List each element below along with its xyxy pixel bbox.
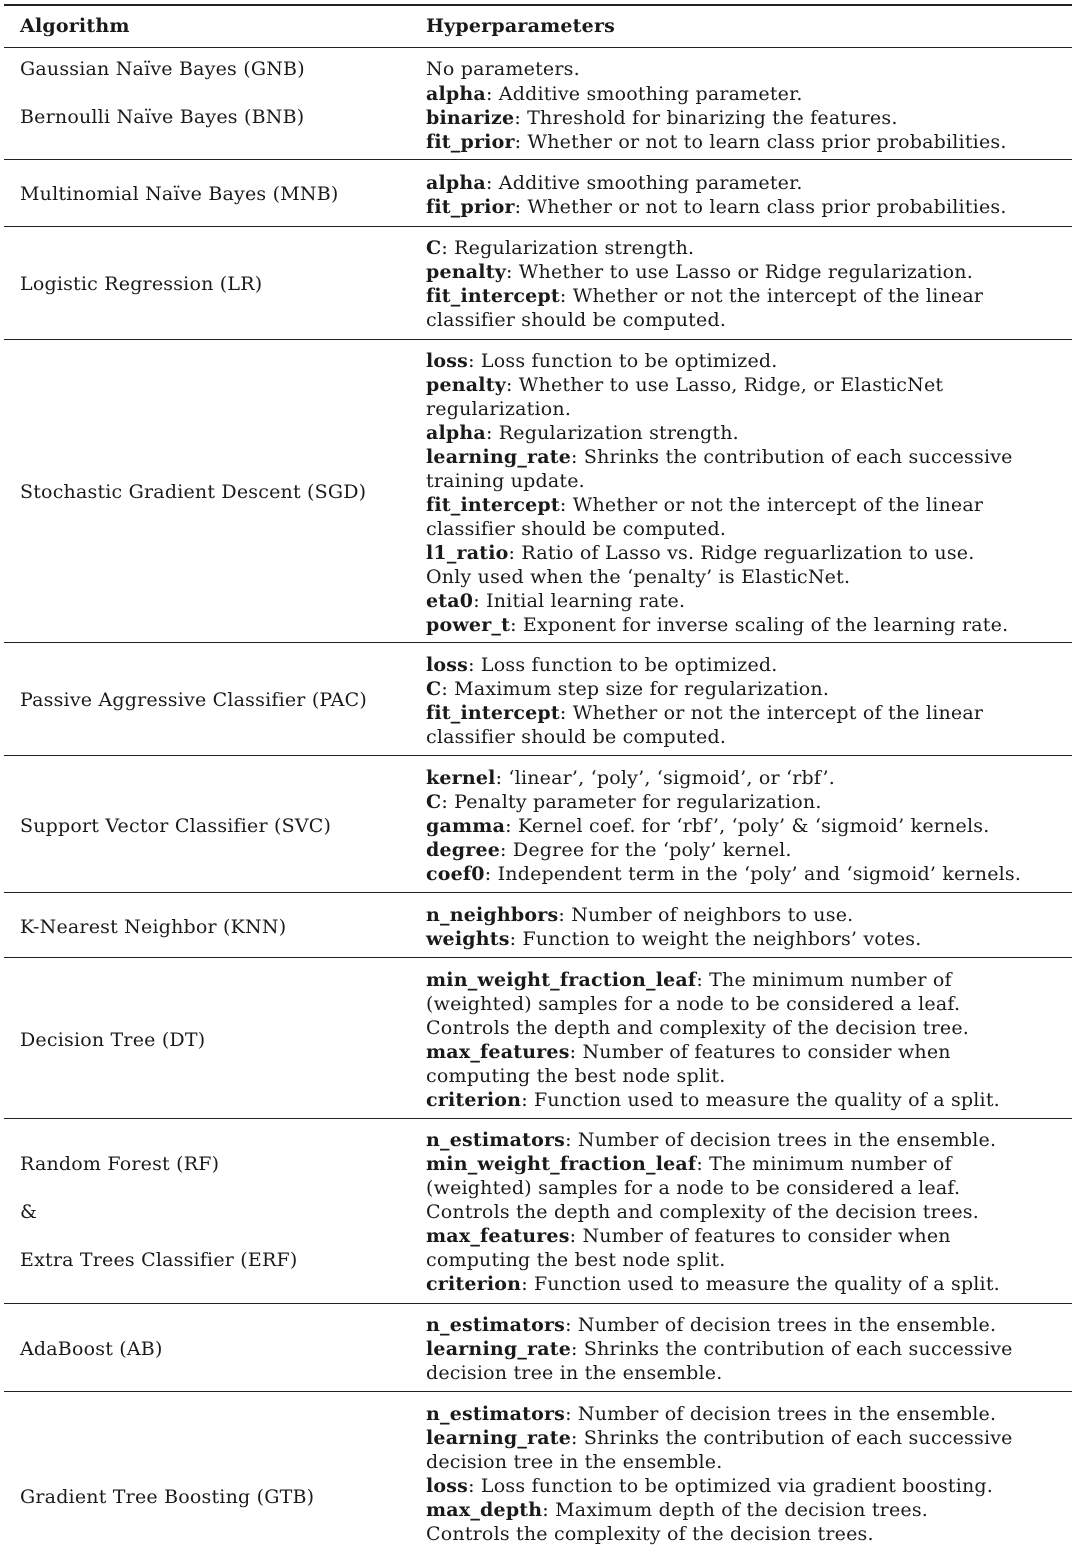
hyperparameter-line: [426, 1498, 1013, 1522]
hyperparameter-line: [426, 397, 1013, 421]
row-rule: [4, 642, 1072, 643]
header-rule: [4, 47, 1072, 48]
hyperparameter-line: [426, 903, 921, 927]
parameter-name: coef0: [426, 863, 485, 885]
hyperparameter-line: [426, 171, 1007, 195]
hyperparameter-line: [426, 1088, 1000, 1112]
parameter-name: C: [426, 678, 442, 700]
parameter-description: : Threshold for binarizing the features.: [514, 107, 898, 129]
hyperparameter-line: [426, 373, 1013, 397]
hyperparameter-line: [426, 195, 1007, 219]
parameter-name: weights: [426, 928, 510, 950]
parameter-description: : Number of features to consider when: [569, 1225, 951, 1247]
parameter-name: fit_intercept: [426, 285, 560, 307]
algorithm-cell: [20, 915, 286, 939]
hyperparameter-line: [426, 1176, 1000, 1200]
parameter-name: gamma: [426, 815, 506, 837]
algorithm-name: Gaussian Naïve Bayes (GNB): [20, 58, 305, 80]
parameter-description: classifier should be computed.: [426, 309, 727, 331]
hyperparameter-line: [426, 1224, 1000, 1248]
hyperparameter-line: [426, 1272, 1000, 1296]
parameter-description: : Additive smoothing parameter.: [485, 172, 803, 194]
algorithm-name: Passive Aggressive Classifier (PAC): [20, 689, 367, 711]
parameter-name: l1_ratio: [426, 542, 509, 564]
hyperparameter-line: [426, 1402, 1013, 1426]
algorithm-cell: [20, 1152, 297, 1272]
parameter-description: computing the best node split.: [426, 1065, 726, 1087]
parameter-name: binarize: [426, 107, 515, 129]
parameter-description: : Number of decision trees in the ensemble.: [565, 1129, 997, 1151]
hyperparameter-line: [426, 57, 580, 81]
hyperparameter-line: [426, 589, 1013, 613]
parameter-description: : Function to weight the neighbors’ votes.: [509, 928, 922, 950]
parameter-name: power_t: [426, 614, 511, 636]
parameter-name: eta0: [426, 590, 474, 612]
hyperparameter-line: [426, 260, 983, 284]
parameter-description: : Function used to measure the quality of a split.: [521, 1273, 1000, 1295]
row-rule: [4, 226, 1072, 227]
hyperparameter-line: [426, 82, 1007, 106]
parameter-description: : Loss function to be optimized via gradient boosting.: [468, 1475, 994, 1497]
parameter-name: fit_intercept: [426, 702, 560, 724]
algorithm-name: Logistic Regression (LR): [20, 273, 263, 295]
hyperparameter-line: [426, 1040, 1000, 1064]
parameter-description: : Function used to measure the quality of a split.: [521, 1089, 1000, 1111]
parameter-name: learning_rate: [426, 1427, 572, 1449]
parameter-name: n_estimators: [426, 1403, 566, 1425]
parameter-description: decision tree in the ensemble.: [426, 1451, 723, 1473]
algorithm-name: &: [20, 1201, 38, 1223]
parameter-name: max_features: [426, 1225, 570, 1247]
algorithm-name: Multinomial Naïve Bayes (MNB): [20, 183, 339, 205]
parameter-description: : Regularization strength.: [485, 422, 739, 444]
parameter-description: : Whether or not the intercept of the linear: [559, 702, 984, 724]
algorithm-name: Stochastic Gradient Descent (SGD): [20, 481, 367, 503]
hyperparameters-cell: [426, 57, 580, 81]
algorithm-cell: [20, 688, 367, 712]
hyperparameter-line: [426, 1337, 1013, 1361]
parameter-description: : The minimum number of: [696, 1153, 952, 1175]
hyperparameter-line: [426, 493, 1013, 517]
hyperparameters-cell: [426, 1128, 1000, 1296]
parameter-name: criterion: [426, 1089, 522, 1111]
algorithm-name: Random Forest (RF): [20, 1153, 220, 1175]
hyperparameter-line: [426, 308, 983, 332]
hyperparameter-line: [426, 565, 1013, 589]
parameter-description: computing the best node split.: [426, 1249, 726, 1271]
parameter-description: regularization.: [426, 398, 572, 420]
hyperparameters-cell: [426, 968, 1000, 1112]
hyperparameters-cell: [426, 1402, 1013, 1546]
hyperparameters-cell: [426, 82, 1007, 154]
parameter-name: C: [426, 791, 442, 813]
row-rule: [4, 1303, 1072, 1304]
row-rule: [4, 1118, 1072, 1119]
hyperparameter-line: [426, 1200, 1000, 1224]
row-rule: [4, 755, 1072, 756]
parameter-description: : Ratio of Lasso vs. Ridge reguarlization to use.: [508, 542, 975, 564]
hyperparameter-line: [426, 1064, 1000, 1088]
parameter-name: fit_prior: [426, 196, 515, 218]
parameter-name: criterion: [426, 1273, 522, 1295]
hyperparameter-line: [426, 613, 1013, 637]
parameter-description: : Kernel coef. for ‘rbf’, ‘poly’ & ‘sigmoid’ kernels.: [505, 815, 990, 837]
parameter-description: : Number of decision trees in the ensemble.: [565, 1403, 997, 1425]
parameter-name: alpha: [426, 83, 486, 105]
parameter-name: loss: [426, 654, 469, 676]
parameter-name: alpha: [426, 422, 486, 444]
hyperparameter-line: [426, 349, 1013, 373]
hyperparameter-line: [426, 1128, 1000, 1152]
hyperparameter-line: [426, 790, 1021, 814]
hyperparameter-line: [426, 1016, 1000, 1040]
row-rule: [4, 957, 1072, 958]
algorithm-name: AdaBoost (AB): [20, 1338, 163, 1360]
parameter-description: : Loss function to be optimized.: [468, 350, 778, 372]
hyperparameter-line: [426, 541, 1013, 565]
parameter-name: kernel: [426, 767, 496, 789]
row-rule: [4, 1391, 1072, 1392]
parameter-description: : Penalty parameter for regularization.: [441, 791, 822, 813]
parameter-name: penalty: [426, 374, 506, 396]
parameter-description: : Whether to use Lasso or Ridge regularization.: [505, 261, 973, 283]
parameter-description: : Number of neighbors to use.: [558, 904, 854, 926]
parameter-description: Only used when the ‘penalty’ is ElasticNet.: [426, 566, 851, 588]
parameter-name: alpha: [426, 172, 486, 194]
hyperparameter-line: [426, 1426, 1013, 1450]
parameter-description: decision tree in the ensemble.: [426, 1362, 723, 1384]
hyperparameters-cell: [426, 1313, 1013, 1385]
parameter-name: penalty: [426, 261, 506, 283]
hyperparameter-line: [426, 1248, 1000, 1272]
hyperparameter-line: [426, 517, 1013, 541]
hyperparameter-line: [426, 1361, 1013, 1385]
parameter-description: Controls the complexity of the decision trees.: [426, 1523, 874, 1545]
parameter-name: fit_intercept: [426, 494, 560, 516]
parameter-description: : Whether or not to learn class prior probabilities.: [514, 131, 1007, 153]
hyperparameter-line: [426, 445, 1013, 469]
header-hyperparameters: Hyperparameters: [426, 15, 616, 37]
parameter-name: loss: [426, 1475, 469, 1497]
hyperparameter-line: [426, 236, 983, 260]
hyperparameter-line: [426, 862, 1021, 886]
hyperparameters-cell: [426, 236, 983, 332]
algorithm-cell: [20, 814, 331, 838]
parameter-description: : Additive smoothing parameter.: [485, 83, 803, 105]
algorithm-name: [20, 1224, 297, 1248]
hyperparameter-line: [426, 838, 1021, 862]
algorithm-name: K-Nearest Neighbor (KNN): [20, 916, 287, 938]
parameter-name: learning_rate: [426, 446, 572, 468]
parameter-description: training update.: [426, 470, 585, 492]
hyperparameter-line: [426, 992, 1000, 1016]
parameter-description: : Degree for the ‘poly’ kernel.: [500, 839, 792, 861]
parameter-name: degree: [426, 839, 501, 861]
row-rule: [4, 892, 1072, 893]
hyperparameters-cell: [426, 766, 1021, 886]
hyperparameter-line: [426, 766, 1021, 790]
parameter-description: : Shrinks the contribution of each successive: [571, 446, 1013, 468]
parameter-description: : Whether to use Lasso, Ridge, or ElasticNet: [505, 374, 944, 396]
parameter-description: : Shrinks the contribution of each successive: [571, 1427, 1013, 1449]
parameter-description: : Regularization strength.: [441, 237, 695, 259]
parameter-description: : Whether or not the intercept of the linear: [559, 285, 984, 307]
hyperparameter-line: [426, 1450, 1013, 1474]
hyperparameter-line: [426, 469, 1013, 493]
hyperparameter-line: [426, 968, 1000, 992]
parameter-description: : Maximum step size for regularization.: [441, 678, 830, 700]
header-algorithm: Algorithm: [20, 15, 130, 37]
parameter-name: fit_prior: [426, 131, 515, 153]
parameter-description: : ‘linear’, ‘poly’, ‘sigmoid’, or ‘rbf’.: [495, 767, 836, 789]
parameter-name: min_weight_fraction_leaf: [426, 969, 697, 991]
algorithm-name: Bernoulli Naïve Bayes (BNB): [20, 106, 305, 128]
hyperparameter-line: [426, 701, 983, 725]
parameter-name: C: [426, 237, 442, 259]
row-rule: [4, 159, 1072, 160]
parameter-name: max_depth: [426, 1499, 543, 1521]
hyperparameter-line: [426, 421, 1013, 445]
parameter-description: (weighted) samples for a node to be considered a leaf.: [426, 993, 961, 1015]
parameter-description: classifier should be computed.: [426, 726, 727, 748]
hyperparameter-line: [426, 814, 1021, 838]
hyperparameter-line: [426, 1522, 1013, 1546]
parameter-description: Controls the depth and complexity of the decision trees.: [426, 1201, 979, 1223]
hyperparameter-line: [426, 1152, 1000, 1176]
algorithm-name: Gradient Tree Boosting (GTB): [20, 1486, 315, 1508]
parameter-description: No parameters.: [426, 58, 580, 80]
hyperparameter-line: [426, 1474, 1013, 1498]
parameter-name: n_neighbors: [426, 904, 559, 926]
hyperparameter-line: [426, 677, 983, 701]
parameter-description: (weighted) samples for a node to be considered a leaf.: [426, 1177, 961, 1199]
algorithm-cell: [20, 1485, 314, 1509]
parameter-name: n_estimators: [426, 1129, 566, 1151]
parameter-description: : Independent term in the ‘poly’ and ‘sigmoid’ kernels.: [484, 863, 1022, 885]
parameter-description: : Maximum depth of the decision trees.: [542, 1499, 929, 1521]
parameter-name: learning_rate: [426, 1338, 572, 1360]
hyperparameters-cell: [426, 171, 1007, 219]
parameter-description: : Number of decision trees in the ensemble.: [565, 1314, 997, 1336]
hyperparameter-line: [426, 106, 1007, 130]
parameter-description: : Initial learning rate.: [473, 590, 686, 612]
algorithm-name: [20, 1176, 297, 1200]
algorithm-cell: [20, 1337, 163, 1361]
algorithm-cell: [20, 272, 262, 296]
parameter-description: Controls the depth and complexity of the decision tree.: [426, 1017, 969, 1039]
hyperparameters-cell: [426, 903, 921, 951]
parameter-description: : Number of features to consider when: [569, 1041, 951, 1063]
hyperparameter-line: [426, 284, 983, 308]
algorithm-cell: [20, 182, 338, 206]
algorithm-cell: [20, 480, 366, 504]
algorithm-name: Decision Tree (DT): [20, 1029, 206, 1051]
parameter-name: min_weight_fraction_leaf: [426, 1153, 697, 1175]
hyperparameters-cell: [426, 349, 1013, 637]
algorithm-name: Extra Trees Classifier (ERF): [20, 1249, 298, 1271]
hyperparameter-line: [426, 130, 1007, 154]
algorithm-cell: [20, 1028, 205, 1052]
parameter-description: : Exponent for inverse scaling of the learning rate.: [510, 614, 1009, 636]
hyperparameter-line: [426, 927, 921, 951]
parameter-name: max_features: [426, 1041, 570, 1063]
parameter-name: n_estimators: [426, 1314, 566, 1336]
parameter-name: loss: [426, 350, 469, 372]
hyperparameters-cell: [426, 653, 983, 749]
parameter-description: : Shrinks the contribution of each successive: [571, 1338, 1013, 1360]
hyperparameter-line: [426, 725, 983, 749]
parameter-description: : The minimum number of: [696, 969, 952, 991]
hyperparameter-line: [426, 1313, 1013, 1337]
parameter-description: classifier should be computed.: [426, 518, 727, 540]
parameter-description: : Whether or not the intercept of the linear: [559, 494, 984, 516]
algorithm-cell: [20, 57, 305, 81]
top-rule: [4, 4, 1072, 6]
algorithm-cell: [20, 105, 304, 129]
row-rule: [4, 339, 1072, 340]
parameter-description: : Loss function to be optimized.: [468, 654, 778, 676]
hyperparameter-line: [426, 653, 983, 677]
algorithm-name: Support Vector Classifier (SVC): [20, 815, 332, 837]
parameter-description: : Whether or not to learn class prior probabilities.: [514, 196, 1007, 218]
